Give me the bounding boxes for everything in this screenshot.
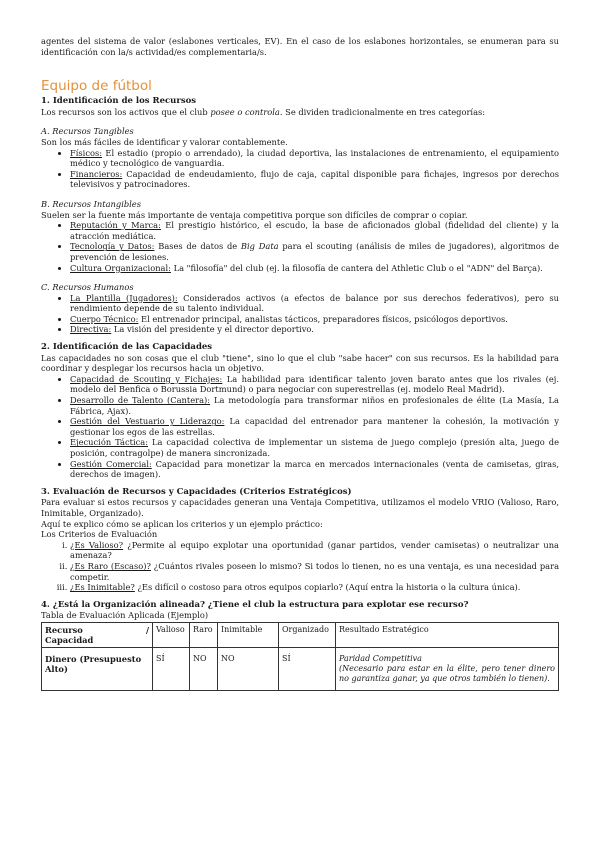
list-item: • Reputación y Marca: El prestigio histórico, el escudo, la base de aficionados global (fidelidad del cliente) y la atracción mediática.	[70, 220, 559, 241]
cell-resultado	[336, 647, 559, 690]
s3-line3: Los Criterios de Evaluación	[41, 529, 158, 540]
list-item: • La Plantilla (Jugadores): Considerados activos (a efectos de balance por sus derechos federativos), pero su rendimiento depende de su talento individual.	[70, 293, 559, 314]
resultado-text: (Necesario para estar en la élite, pero tener dinero no garantiza ganar, ya que otros también lo tienen).	[339, 663, 555, 683]
tangibles-desc: Son los más fáciles de identificar y valorar contablemente.	[41, 136, 288, 147]
s1-title: 1. Identificación de los Recursos	[41, 96, 197, 107]
resultado-title: Paridad Competitiva	[339, 653, 422, 663]
intangibles-list	[41, 220, 559, 273]
humanos-list	[41, 293, 559, 335]
tangibles-list	[41, 148, 559, 190]
vrio-table	[41, 622, 559, 691]
document-page	[41, 36, 559, 691]
table-caption: Tabla de Evaluación Aplicada (Ejemplo)	[41, 610, 209, 621]
col-header-recurso: Recurso / Capacidad	[42, 622, 153, 647]
cell-raro: NO	[190, 647, 218, 690]
col-header-resultado: Resultado Estratégico	[336, 622, 559, 647]
col-header-inimitable: Inimitable	[218, 622, 279, 647]
capacidades-list	[41, 374, 559, 480]
criterios-list	[41, 540, 559, 593]
col-header-raro: Raro	[190, 622, 218, 647]
s4-title: 4. ¿Está la Organización alineada? ¿Tiene el club la estructura para explotar ese recurso?	[41, 599, 469, 610]
s2-title: 2. Identificación de las Capacidades	[41, 342, 213, 353]
intangibles-title: B. Recursos Intangibles	[41, 198, 141, 209]
cell-valioso: SÍ	[153, 647, 190, 690]
s2-desc: Las capacidades no son cosas que el club "tiene", sino lo que el club "sabe hacer" con sus recursos. Es la habilidad para coordinar y desplegar los recursos hacia un objetivo.	[41, 352, 559, 374]
list-item: ii. ¿Es Raro (Escaso)? ¿Cuántos rivales poseen lo mismo? Si todos lo tienen, no es una ventaja, es una necesidad para competir.	[70, 561, 559, 582]
list-item: • Ejecución Táctica: La capacidad colectiva de implementar un sistema de juego complejo (presión alta, juego de posición, contragolpe) de manera sincronizada.	[70, 437, 559, 458]
s3-line2: Aquí te explico cómo se aplican los criterios y un ejemplo práctico:	[41, 518, 323, 529]
list-item: • Cultura Organizacional: La "filosofía" del club (ej. la filosofía de cantera del Athletic Club o el "ADN" del Barça).	[70, 263, 559, 274]
list-item: iii. ¿Es Inimitable? ¿Es difícil o costoso para otros equipos copiarlo? (Aquí entra la historia o la cultura única).	[70, 582, 559, 593]
intangibles-desc: Suelen ser la fuente más importante de ventaja competitiva porque son difíciles de comprar o copiar.	[41, 209, 468, 220]
list-item: • Tecnología y Datos: Bases de datos de Big Data para el scouting (análisis de miles de jugadores), algoritmos de prevención de lesiones.	[70, 241, 559, 262]
intro-paragraph: agentes del sistema de valor (eslabones verticales, EV). En el caso de los eslabones horizontales, se enumeran para su identificación con la/s actividad/es complementaria/s.	[41, 36, 559, 57]
list-item: • Gestión Comercial: Capacidad para monetizar la marca en mercados internacionales (venta de camisetas, giras, derechos de imagen).	[70, 459, 559, 480]
col-header-valioso: Valioso	[153, 622, 190, 647]
table-row	[42, 647, 559, 690]
cell-organizado: SÍ	[279, 647, 336, 690]
list-item: • Capacidad de Scouting y Fichajes: La habilidad para identificar talento joven barato antes que los rivales (ej. modelo del Benfica o Borussia Dortmund) o para negociar con superestrellas (ej. modelo Real Madrid).	[70, 374, 559, 395]
tangibles-title: A. Recursos Tangibles	[41, 126, 134, 137]
humanos-title: C. Recursos Humanos	[41, 282, 134, 293]
s3-title: 3. Evaluación de Recursos y Capacidades (Criterios Estratégicos)	[41, 486, 352, 497]
col-header-organizado: Organizado	[279, 622, 336, 647]
table-header-row	[42, 622, 559, 647]
list-item: • Desarrollo de Talento (Cantera): La metodología para transformar niños en profesionales de élite (La Masía, La Fábrica, Ajax).	[70, 395, 559, 416]
list-item: • Gestión del Vestuario y Liderazgo: La capacidad del entrenador para mantener la cohesión, la motivación y gestionar los egos de las estrellas.	[70, 416, 559, 437]
list-item: i. ¿Es Valioso? ¿Permite al equipo explotar una oportunidad (ganar partidos, vender camisetas) o neutralizar una amenaza?	[70, 540, 559, 561]
list-item: • Físicos: El estadio (propio o arrendado), la ciudad deportiva, las instalaciones de entrenamiento, el equipamiento médico y tecnológico de vanguardia.	[70, 148, 559, 169]
section-title: Equipo de fútbol	[41, 78, 152, 95]
s1-intro: Los recursos son los activos que el club posee o controla. Se dividen tradicionalmente en tres categorías:	[41, 106, 486, 117]
s3-desc: Para evaluar si estos recursos y capacidades generan una Ventaja Competitiva, utilizamos el modelo VRIO (Valioso, Raro, Inimitable, Organizado).	[41, 497, 559, 518]
cell-inimitable: NO	[218, 647, 279, 690]
list-item: • Directiva: La visión del presidente y el director deportivo.	[70, 324, 559, 335]
list-item: • Financieros: Capacidad de endeudamiento, flujo de caja, capital disponible para fichajes, ingresos por derechos televisivos y patrocinadores.	[70, 169, 559, 190]
cell-recurso: Dinero (Presupuesto Alto)	[42, 647, 153, 690]
list-item: • Cuerpo Técnico: El entrenador principal, analistas tácticos, preparadores físicos, psicólogos deportivos.	[70, 314, 559, 325]
